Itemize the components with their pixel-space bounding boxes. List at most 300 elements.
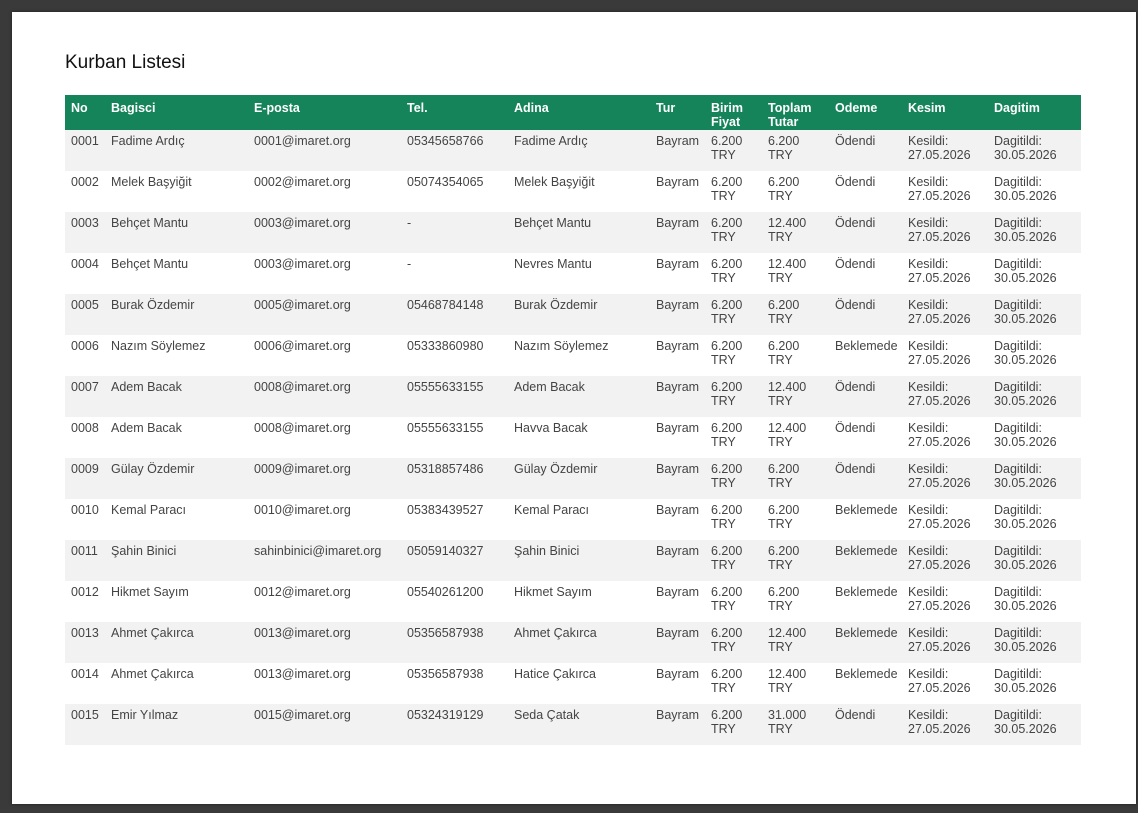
cell-tur: Bayram — [650, 704, 705, 745]
cell-eposta: 0003@imaret.org — [248, 212, 401, 253]
cell-toplam-tutar-line: 6.200 — [768, 462, 800, 476]
cell-dagitim-line: Dagitildi: — [994, 503, 1042, 517]
cell-no: 0010 — [65, 499, 105, 540]
cell-dagitim-line: Dagitildi: — [994, 339, 1042, 353]
cell-dagitim-line: Dagitildi: — [994, 421, 1042, 435]
col-header-tel: Tel. — [401, 95, 508, 130]
cell-birim-fiyat-line: TRY — [711, 516, 736, 531]
cell-birim-fiyat — [705, 253, 762, 294]
cell-birim-fiyat-line: TRY — [711, 680, 736, 695]
cell-toplam-tutar — [762, 294, 829, 335]
cell-bagisci: Nazım Söylemez — [105, 335, 248, 376]
cell-toplam-tutar-line: 6.200 — [768, 544, 800, 558]
cell-toplam-tutar-line: TRY — [768, 270, 793, 285]
cell-toplam-tutar — [762, 253, 829, 294]
cell-no: 0014 — [65, 663, 105, 704]
cell-kesim-line: 27.05.2026 — [908, 147, 971, 162]
cell-toplam-tutar-line: 12.400 — [768, 667, 807, 681]
cell-eposta: 0002@imaret.org — [248, 171, 401, 212]
cell-birim-fiyat-line: 6.200 — [711, 503, 743, 517]
cell-dagitim-line: Dagitildi: — [994, 298, 1042, 312]
cell-eposta: 0013@imaret.org — [248, 622, 401, 663]
cell-kesim — [902, 335, 988, 376]
cell-no: 0012 — [65, 581, 105, 622]
cell-kesim-line: 27.05.2026 — [908, 188, 971, 203]
cell-tel: 05555633155 — [401, 376, 508, 417]
cell-adina: Gülay Özdemir — [508, 458, 650, 499]
cell-dagitim — [988, 581, 1081, 622]
cell-no: 0001 — [65, 130, 105, 171]
col-header-adina: Adina — [508, 95, 650, 130]
cell-tel: 05059140327 — [401, 540, 508, 581]
cell-kesim-line: 27.05.2026 — [908, 557, 971, 572]
table-row — [65, 499, 1081, 540]
cell-tur: Bayram — [650, 212, 705, 253]
cell-dagitim-line: Dagitildi: — [994, 708, 1042, 722]
cell-kesim-line: Kesildi: — [908, 462, 949, 476]
cell-adina: Şahin Binici — [508, 540, 650, 581]
cell-birim-fiyat-line: 6.200 — [711, 298, 743, 312]
cell-bagisci: Gülay Özdemir — [105, 458, 248, 499]
cell-kesim-line: 27.05.2026 — [908, 639, 971, 654]
cell-tel: 05356587938 — [401, 663, 508, 704]
cell-birim-fiyat — [705, 171, 762, 212]
cell-kesim — [902, 171, 988, 212]
cell-toplam-tutar-line: 6.200 — [768, 134, 800, 148]
cell-toplam-tutar-line: 12.400 — [768, 257, 807, 271]
cell-birim-fiyat — [705, 663, 762, 704]
cell-birim-fiyat-line: TRY — [711, 147, 736, 162]
cell-tur: Bayram — [650, 499, 705, 540]
cell-no: 0006 — [65, 335, 105, 376]
cell-birim-fiyat-line: TRY — [711, 393, 736, 408]
cell-bagisci: Emir Yılmaz — [105, 704, 248, 745]
cell-eposta: 0015@imaret.org — [248, 704, 401, 745]
cell-no: 0002 — [65, 171, 105, 212]
cell-kesim-line: 27.05.2026 — [908, 475, 971, 490]
cell-bagisci: Fadime Ardıç — [105, 130, 248, 171]
cell-toplam-tutar-line: 6.200 — [768, 503, 800, 517]
cell-kesim-line: 27.05.2026 — [908, 270, 971, 285]
cell-kesim-line: Kesildi: — [908, 134, 949, 148]
cell-birim-fiyat-line: TRY — [711, 557, 736, 572]
cell-toplam-tutar-line: 12.400 — [768, 626, 807, 640]
col-header-toplam-tutar: Toplam Tutar — [762, 95, 829, 130]
cell-birim-fiyat — [705, 704, 762, 745]
cell-odeme: Ödendi — [829, 130, 902, 171]
table-row — [65, 212, 1081, 253]
cell-bagisci: Hikmet Sayım — [105, 581, 248, 622]
cell-tel: - — [401, 253, 508, 294]
cell-adina: Hatice Çakırca — [508, 663, 650, 704]
col-header-eposta: E-posta — [248, 95, 401, 130]
cell-dagitim — [988, 417, 1081, 458]
document-page — [12, 12, 1136, 804]
cell-birim-fiyat-line: 6.200 — [711, 380, 743, 394]
cell-birim-fiyat — [705, 294, 762, 335]
cell-no: 0009 — [65, 458, 105, 499]
cell-odeme: Ödendi — [829, 376, 902, 417]
table-row — [65, 581, 1081, 622]
cell-toplam-tutar-line: 6.200 — [768, 175, 800, 189]
cell-odeme: Ödendi — [829, 458, 902, 499]
cell-toplam-tutar-line: TRY — [768, 680, 793, 695]
cell-dagitim-line: 30.05.2026 — [994, 188, 1057, 203]
cell-no: 0013 — [65, 622, 105, 663]
cell-adina: Fadime Ardıç — [508, 130, 650, 171]
cell-toplam-tutar-line: TRY — [768, 147, 793, 162]
cell-toplam-tutar — [762, 540, 829, 581]
cell-odeme: Beklemede — [829, 622, 902, 663]
cell-bagisci: Şahin Binici — [105, 540, 248, 581]
cell-birim-fiyat-line: 6.200 — [711, 257, 743, 271]
cell-dagitim-line: 30.05.2026 — [994, 557, 1057, 572]
cell-eposta: 0001@imaret.org — [248, 130, 401, 171]
cell-bagisci: Ahmet Çakırca — [105, 622, 248, 663]
page-title: Kurban Listesi — [65, 52, 186, 73]
cell-dagitim-line: 30.05.2026 — [994, 434, 1057, 449]
cell-adina: Melek Başyiğit — [508, 171, 650, 212]
cell-tel: 05324319129 — [401, 704, 508, 745]
cell-toplam-tutar — [762, 622, 829, 663]
cell-dagitim-line: 30.05.2026 — [994, 270, 1057, 285]
cell-bagisci: Behçet Mantu — [105, 253, 248, 294]
cell-eposta: 0012@imaret.org — [248, 581, 401, 622]
cell-toplam-tutar-line: TRY — [768, 434, 793, 449]
cell-birim-fiyat-line: 6.200 — [711, 134, 743, 148]
cell-tur: Bayram — [650, 171, 705, 212]
cell-birim-fiyat — [705, 458, 762, 499]
cell-bagisci: Behçet Mantu — [105, 212, 248, 253]
cell-tur: Bayram — [650, 294, 705, 335]
cell-kesim-line: Kesildi: — [908, 257, 949, 271]
cell-odeme: Ödendi — [829, 704, 902, 745]
cell-dagitim-line: 30.05.2026 — [994, 147, 1057, 162]
cell-birim-fiyat — [705, 130, 762, 171]
cell-dagitim — [988, 171, 1081, 212]
cell-eposta: 0008@imaret.org — [248, 417, 401, 458]
col-header-odeme: Odeme — [829, 95, 902, 130]
cell-toplam-tutar — [762, 376, 829, 417]
cell-adina: Havva Bacak — [508, 417, 650, 458]
cell-kesim-line: 27.05.2026 — [908, 516, 971, 531]
col-header-kesim: Kesim — [902, 95, 988, 130]
cell-tel: 05540261200 — [401, 581, 508, 622]
cell-adina: Ahmet Çakırca — [508, 622, 650, 663]
cell-dagitim-line: Dagitildi: — [994, 257, 1042, 271]
cell-birim-fiyat-line: TRY — [711, 639, 736, 654]
cell-no: 0008 — [65, 417, 105, 458]
table-row — [65, 622, 1081, 663]
cell-tur: Bayram — [650, 130, 705, 171]
cell-toplam-tutar-line: TRY — [768, 352, 793, 367]
table-row — [65, 130, 1081, 171]
cell-kesim-line: Kesildi: — [908, 667, 949, 681]
cell-toplam-tutar-line: TRY — [768, 557, 793, 572]
cell-dagitim-line: Dagitildi: — [994, 462, 1042, 476]
cell-eposta: sahinbinici@imaret.org — [248, 540, 401, 581]
cell-adina: Seda Çatak — [508, 704, 650, 745]
cell-birim-fiyat — [705, 335, 762, 376]
cell-eposta: 0013@imaret.org — [248, 663, 401, 704]
table-row — [65, 417, 1081, 458]
col-header-no: No — [65, 95, 105, 130]
cell-eposta: 0009@imaret.org — [248, 458, 401, 499]
cell-odeme: Ödendi — [829, 171, 902, 212]
cell-kesim — [902, 294, 988, 335]
cell-dagitim — [988, 704, 1081, 745]
cell-birim-fiyat-line: 6.200 — [711, 667, 743, 681]
cell-dagitim — [988, 540, 1081, 581]
cell-kesim-line: Kesildi: — [908, 380, 949, 394]
cell-bagisci: Adem Bacak — [105, 376, 248, 417]
cell-toplam-tutar — [762, 458, 829, 499]
cell-dagitim-line: Dagitildi: — [994, 667, 1042, 681]
cell-kesim — [902, 458, 988, 499]
cell-dagitim-line: 30.05.2026 — [994, 639, 1057, 654]
table-body — [65, 130, 1081, 745]
cell-birim-fiyat-line: 6.200 — [711, 544, 743, 558]
cell-kesim — [902, 540, 988, 581]
cell-dagitim-line: 30.05.2026 — [994, 311, 1057, 326]
cell-kesim — [902, 417, 988, 458]
cell-birim-fiyat-line: TRY — [711, 229, 736, 244]
cell-kesim — [902, 663, 988, 704]
cell-dagitim-line: 30.05.2026 — [994, 352, 1057, 367]
cell-birim-fiyat — [705, 581, 762, 622]
cell-odeme: Ödendi — [829, 253, 902, 294]
cell-dagitim — [988, 294, 1081, 335]
cell-dagitim-line: 30.05.2026 — [994, 721, 1057, 736]
cell-birim-fiyat — [705, 212, 762, 253]
cell-kesim-line: Kesildi: — [908, 503, 949, 517]
cell-toplam-tutar-line: 6.200 — [768, 585, 800, 599]
cell-dagitim-line: Dagitildi: — [994, 134, 1042, 148]
cell-eposta: 0006@imaret.org — [248, 335, 401, 376]
cell-kesim-line: 27.05.2026 — [908, 721, 971, 736]
cell-toplam-tutar-line: 12.400 — [768, 380, 807, 394]
cell-birim-fiyat — [705, 376, 762, 417]
cell-toplam-tutar — [762, 171, 829, 212]
cell-dagitim — [988, 499, 1081, 540]
cell-dagitim-line: 30.05.2026 — [994, 475, 1057, 490]
cell-dagitim-line: Dagitildi: — [994, 175, 1042, 189]
cell-odeme: Beklemede — [829, 335, 902, 376]
cell-bagisci: Kemal Paracı — [105, 499, 248, 540]
cell-birim-fiyat-line: TRY — [711, 188, 736, 203]
cell-tur: Bayram — [650, 458, 705, 499]
cell-birim-fiyat-line: TRY — [711, 721, 736, 736]
cell-tur: Bayram — [650, 376, 705, 417]
cell-toplam-tutar-line: 6.200 — [768, 298, 800, 312]
cell-kesim — [902, 581, 988, 622]
cell-tel: 05356587938 — [401, 622, 508, 663]
cell-kesim — [902, 253, 988, 294]
cell-dagitim-line: 30.05.2026 — [994, 229, 1057, 244]
cell-toplam-tutar — [762, 499, 829, 540]
table-row — [65, 540, 1081, 581]
cell-tur: Bayram — [650, 622, 705, 663]
cell-birim-fiyat-line: 6.200 — [711, 339, 743, 353]
cell-kesim-line: Kesildi: — [908, 298, 949, 312]
cell-birim-fiyat-line: TRY — [711, 598, 736, 613]
cell-dagitim — [988, 212, 1081, 253]
cell-toplam-tutar — [762, 212, 829, 253]
cell-birim-fiyat-line: 6.200 — [711, 462, 743, 476]
cell-dagitim — [988, 622, 1081, 663]
cell-dagitim-line: 30.05.2026 — [994, 393, 1057, 408]
cell-tel: 05383439527 — [401, 499, 508, 540]
cell-toplam-tutar-line: TRY — [768, 311, 793, 326]
cell-eposta: 0008@imaret.org — [248, 376, 401, 417]
cell-no: 0015 — [65, 704, 105, 745]
cell-dagitim-line: 30.05.2026 — [994, 598, 1057, 613]
cell-toplam-tutar-line: 6.200 — [768, 339, 800, 353]
cell-adina: Adem Bacak — [508, 376, 650, 417]
cell-tel: 05345658766 — [401, 130, 508, 171]
cell-toplam-tutar — [762, 417, 829, 458]
cell-toplam-tutar — [762, 581, 829, 622]
cell-birim-fiyat — [705, 622, 762, 663]
cell-tel: 05468784148 — [401, 294, 508, 335]
cell-eposta: 0010@imaret.org — [248, 499, 401, 540]
col-header-tur: Tur — [650, 95, 705, 130]
cell-adina: Kemal Paracı — [508, 499, 650, 540]
table-row — [65, 458, 1081, 499]
cell-kesim — [902, 622, 988, 663]
cell-dagitim-line: Dagitildi: — [994, 544, 1042, 558]
cell-tur: Bayram — [650, 253, 705, 294]
cell-kesim-line: 27.05.2026 — [908, 311, 971, 326]
col-header-dagitim: Dagitim — [988, 95, 1081, 130]
cell-dagitim-line: 30.05.2026 — [994, 680, 1057, 695]
cell-toplam-tutar-line: TRY — [768, 229, 793, 244]
cell-birim-fiyat-line: 6.200 — [711, 216, 743, 230]
cell-kesim-line: Kesildi: — [908, 544, 949, 558]
cell-toplam-tutar — [762, 663, 829, 704]
cell-toplam-tutar — [762, 704, 829, 745]
cell-toplam-tutar-line: TRY — [768, 721, 793, 736]
table-row — [65, 663, 1081, 704]
cell-birim-fiyat-line: 6.200 — [711, 708, 743, 722]
cell-adina: Burak Özdemir — [508, 294, 650, 335]
table-row — [65, 171, 1081, 212]
cell-no: 0004 — [65, 253, 105, 294]
cell-odeme: Beklemede — [829, 581, 902, 622]
cell-kesim-line: 27.05.2026 — [908, 229, 971, 244]
cell-tel: - — [401, 212, 508, 253]
cell-tur: Bayram — [650, 335, 705, 376]
cell-toplam-tutar — [762, 335, 829, 376]
cell-tel: 05318857486 — [401, 458, 508, 499]
cell-dagitim-line: Dagitildi: — [994, 380, 1042, 394]
cell-toplam-tutar-line: 31.000 — [768, 708, 807, 722]
cell-odeme: Beklemede — [829, 663, 902, 704]
cell-birim-fiyat — [705, 417, 762, 458]
cell-eposta: 0003@imaret.org — [248, 253, 401, 294]
table-header-row — [65, 95, 1081, 130]
cell-birim-fiyat — [705, 540, 762, 581]
cell-kesim-line: 27.05.2026 — [908, 352, 971, 367]
cell-kesim-line: Kesildi: — [908, 626, 949, 640]
cell-tel: 05333860980 — [401, 335, 508, 376]
cell-bagisci: Burak Özdemir — [105, 294, 248, 335]
cell-kesim-line: 27.05.2026 — [908, 393, 971, 408]
cell-odeme: Beklemede — [829, 499, 902, 540]
cell-kesim — [902, 376, 988, 417]
cell-kesim-line: Kesildi: — [908, 175, 949, 189]
cell-dagitim — [988, 376, 1081, 417]
cell-kesim-line: Kesildi: — [908, 339, 949, 353]
cell-tel: 05555633155 — [401, 417, 508, 458]
cell-toplam-tutar-line: TRY — [768, 639, 793, 654]
cell-birim-fiyat — [705, 499, 762, 540]
cell-tur: Bayram — [650, 581, 705, 622]
table-row — [65, 335, 1081, 376]
cell-kesim-line: 27.05.2026 — [908, 598, 971, 613]
cell-kesim — [902, 499, 988, 540]
cell-toplam-tutar-line: TRY — [768, 516, 793, 531]
table-row — [65, 253, 1081, 294]
cell-toplam-tutar-line: TRY — [768, 188, 793, 203]
cell-toplam-tutar-line: TRY — [768, 475, 793, 490]
cell-kesim — [902, 704, 988, 745]
cell-tur: Bayram — [650, 663, 705, 704]
cell-birim-fiyat-line: 6.200 — [711, 421, 743, 435]
cell-adina: Nevres Mantu — [508, 253, 650, 294]
cell-toplam-tutar-line: 12.400 — [768, 216, 807, 230]
cell-kesim-line: Kesildi: — [908, 216, 949, 230]
col-header-bagisci: Bagisci — [105, 95, 248, 130]
cell-odeme: Ödendi — [829, 212, 902, 253]
cell-dagitim — [988, 663, 1081, 704]
cell-adina: Nazım Söylemez — [508, 335, 650, 376]
cell-kesim-line: Kesildi: — [908, 421, 949, 435]
cell-eposta: 0005@imaret.org — [248, 294, 401, 335]
table-row — [65, 704, 1081, 745]
cell-tur: Bayram — [650, 417, 705, 458]
cell-birim-fiyat-line: TRY — [711, 311, 736, 326]
cell-dagitim-line: Dagitildi: — [994, 585, 1042, 599]
cell-birim-fiyat-line: TRY — [711, 434, 736, 449]
cell-birim-fiyat-line: 6.200 — [711, 175, 743, 189]
cell-birim-fiyat-line: TRY — [711, 475, 736, 490]
cell-dagitim — [988, 253, 1081, 294]
cell-bagisci: Ahmet Çakırca — [105, 663, 248, 704]
cell-adina: Hikmet Sayım — [508, 581, 650, 622]
cell-dagitim — [988, 458, 1081, 499]
cell-birim-fiyat-line: TRY — [711, 352, 736, 367]
cell-tel: 05074354065 — [401, 171, 508, 212]
cell-birim-fiyat-line: 6.200 — [711, 585, 743, 599]
cell-kesim — [902, 130, 988, 171]
cell-odeme: Ödendi — [829, 417, 902, 458]
col-header-birim-fiyat: Birim Fiyat — [705, 95, 762, 130]
cell-birim-fiyat-line: 6.200 — [711, 626, 743, 640]
cell-dagitim — [988, 130, 1081, 171]
cell-birim-fiyat-line: TRY — [711, 270, 736, 285]
cell-dagitim — [988, 335, 1081, 376]
cell-toplam-tutar — [762, 130, 829, 171]
cell-toplam-tutar-line: TRY — [768, 393, 793, 408]
cell-no: 0011 — [65, 540, 105, 581]
cell-kesim-line: 27.05.2026 — [908, 434, 971, 449]
cell-tur: Bayram — [650, 540, 705, 581]
cell-kesim-line: Kesildi: — [908, 585, 949, 599]
cell-toplam-tutar-line: 12.400 — [768, 421, 807, 435]
cell-kesim-line: 27.05.2026 — [908, 680, 971, 695]
cell-kesim-line: Kesildi: — [908, 708, 949, 722]
